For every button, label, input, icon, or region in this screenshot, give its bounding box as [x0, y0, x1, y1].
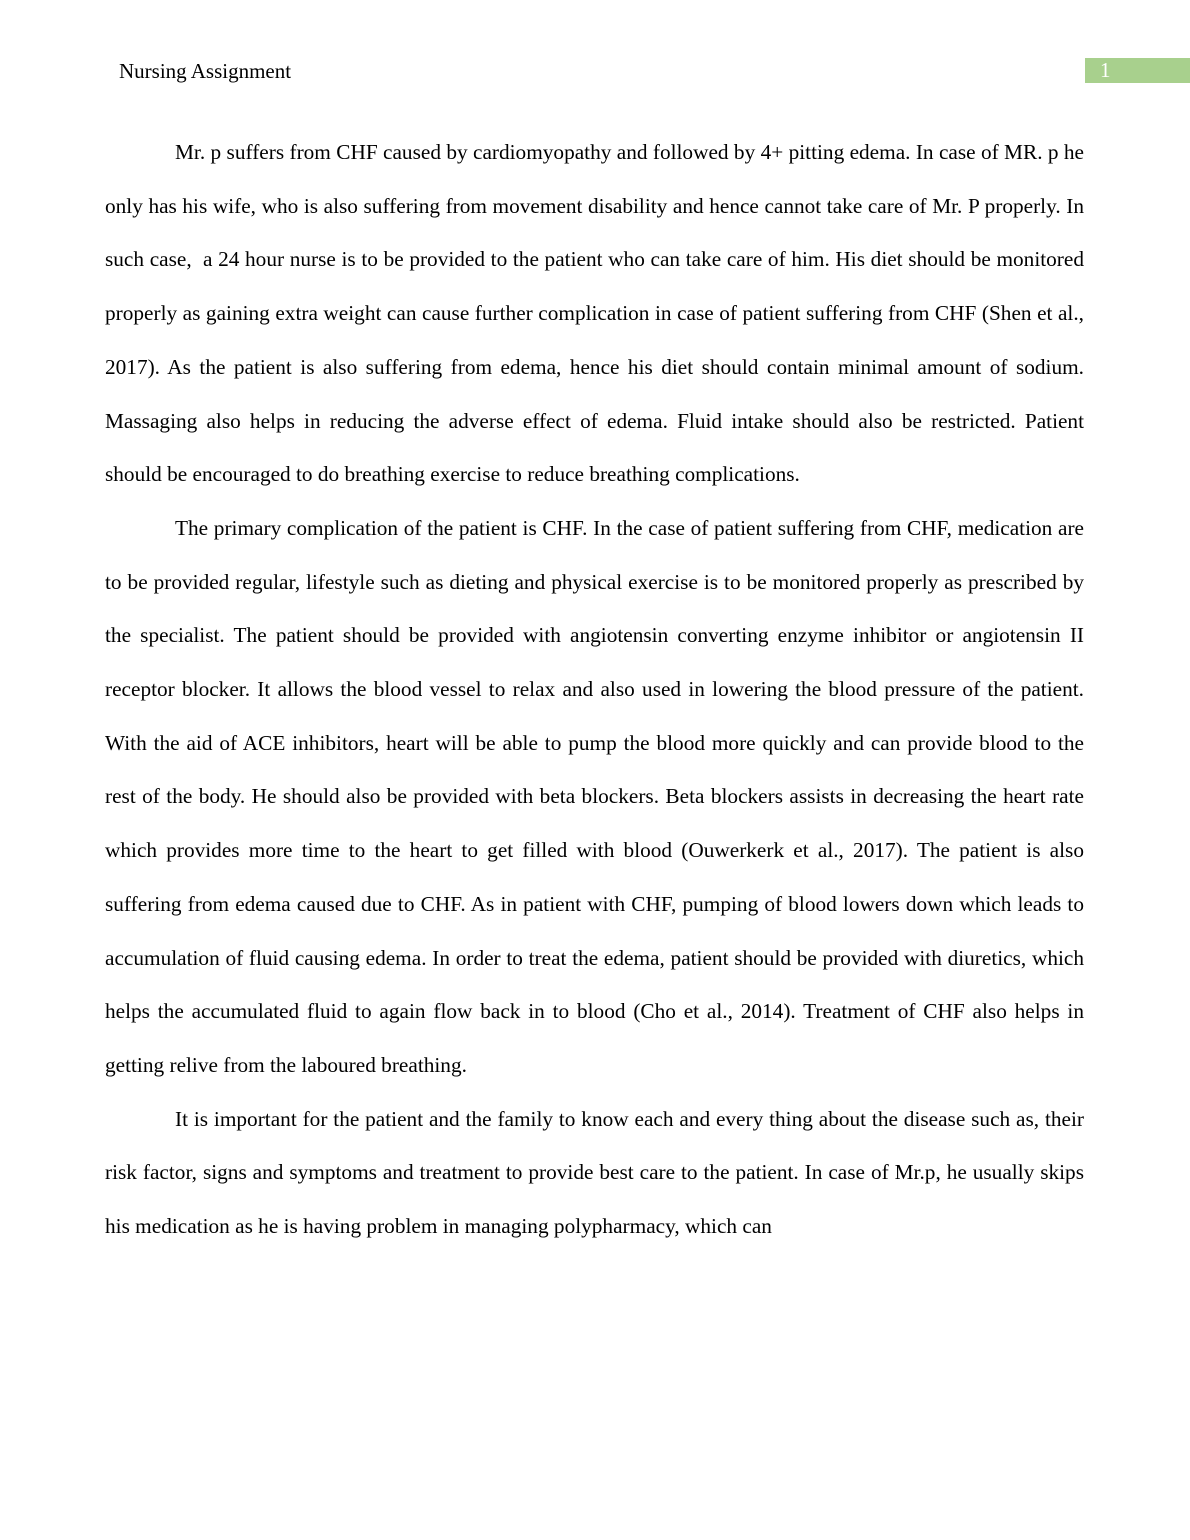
running-head: Nursing Assignment — [119, 59, 292, 83]
paragraph-1: Mr. p suffers from CHF caused by cardiomyopathy and followed by 4+ pitting edema. In case of MR. p he only has his wife, who is also suffering from movement disability and hence cannot take care of Mr. P properly. In such case, a 24 hour nurse is to be provided to the patient who can take care of him. His diet should be monitored properly as gaining extra weight can cause further complication in case of patient suffering from CHF (Shen et al., 2017). As the patient is also suffering from edema, hence his diet should contain minimal amount of sodium. Massaging also helps in reducing the adverse effect of edema. Fluid intake should also be restricted. Patient should be encouraged to do breathing exercise to reduce breathing complications. — [105, 140, 1084, 487]
paragraph-3: It is important for the patient and the family to know each and every thing about the disease such as, their risk factor, signs and symptoms and treatment to provide best care to the patient. In case of Mr.p, he usually skips his medication as he is having problem in managing polypharmacy, which can — [105, 1106, 1084, 1239]
page-number-box — [1085, 58, 1190, 83]
page-header — [0, 56, 1190, 86]
body-text — [105, 126, 1084, 1254]
page-number: 1 — [1100, 58, 1111, 82]
paragraph-2: The primary complication of the patient is CHF. In the case of patient suffering from CHF, medication are to be provided regular, lifestyle such as dieting and physical exercise is to be monitored properly as prescribed by the specialist. The patient should be provided with angiotensin converting enzyme inhibitor or angiotensin II receptor blocker. It allows the blood vessel to relax and also used in lowering the blood pressure of the patient. With the aid of ACE inhibitors, heart will be able to pump the blood more quickly and can provide blood to the rest of the body. He should also be provided with beta blockers. Beta blockers assists in decreasing the heart rate which provides more time to the heart to get filled with blood (Ouwerkerk et al., 2017). The patient is also suffering from edema caused due to CHF. As in patient with CHF, pumping of blood lowers down which leads to accumulation of fluid causing edema. In order to treat the edema, patient should be provided with diuretics, which helps the accumulated fluid to again flow back in to blood (Cho et al., 2014). Treatment of CHF also helps in getting relive from the laboured breathing. — [105, 515, 1084, 1077]
